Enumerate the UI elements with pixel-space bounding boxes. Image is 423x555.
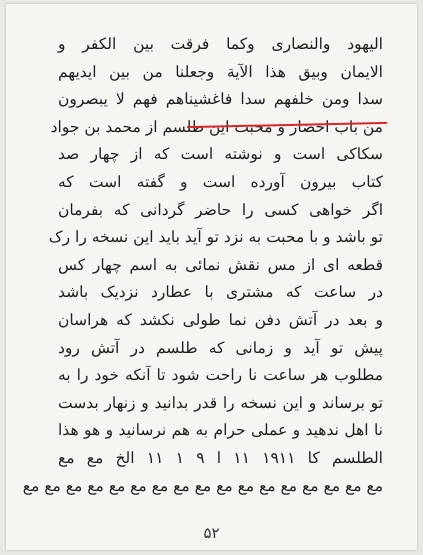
text-line-3: سدا ومن خلفهم سدا فاغشیناهم فهم لا یبصرون [58,90,383,109]
text-line-13: مطلوب هر ساعت نا راحت شود تا آنکه خود را به [58,366,383,385]
text-line-6: کتاب بیرون آورده است و گفته است که [58,172,383,191]
manuscript-page [6,4,417,550]
text-line-7: اگر خواهی کسی را حاضر گردانی که بفرمان [58,200,383,219]
text-line-15: نا اهل ندهید و عملی حرام به هم نرسانید و هو هذا [58,421,383,440]
text-line-16: الطلسم کا ۱۹۱۱ ۱۱ ا ۹ ۱ ۱۱ الخ مع مع [58,448,383,467]
text-line-11: و بعد در آتش دفن نما طولی نکشد که هراسان [58,310,383,329]
text-line-17: مع مع مع مع مع مع مع مع مع مع مع مع مع مع مع مع مع [22,476,383,495]
text-line-10: در ساعت که مشتری با عطارد نزدیک باشد [58,283,383,302]
page-number: ۵۲ [203,524,220,542]
text-line-4-heading: من باب احضار و محبت این طلسم از محمد بن جواد [50,117,383,136]
text-line-12: پیش تو آید و زمانی که طلسم در آتش رود [58,338,383,357]
text-block [22,31,383,500]
text-line-5: سکاکی است و نوشته است که از چهار صد [58,145,383,164]
text-line-2: الایمان وبیق هذا الآیة وجعلنا من بین ایدیهم [58,62,383,81]
text-line-9: قطعه ای از مس نقش نمائی به اسم چهار کس [58,255,383,274]
text-line-8: تو باشد و با محبت به نزد تو آید باید این نسخه را رک [48,228,383,247]
text-line-14: تو برساند و این نسخه را قدر بدانید و زنهار بدست [58,393,383,412]
text-line-1: الیهود والنصاری وکما فرقت بین الکفر و [58,35,383,53]
